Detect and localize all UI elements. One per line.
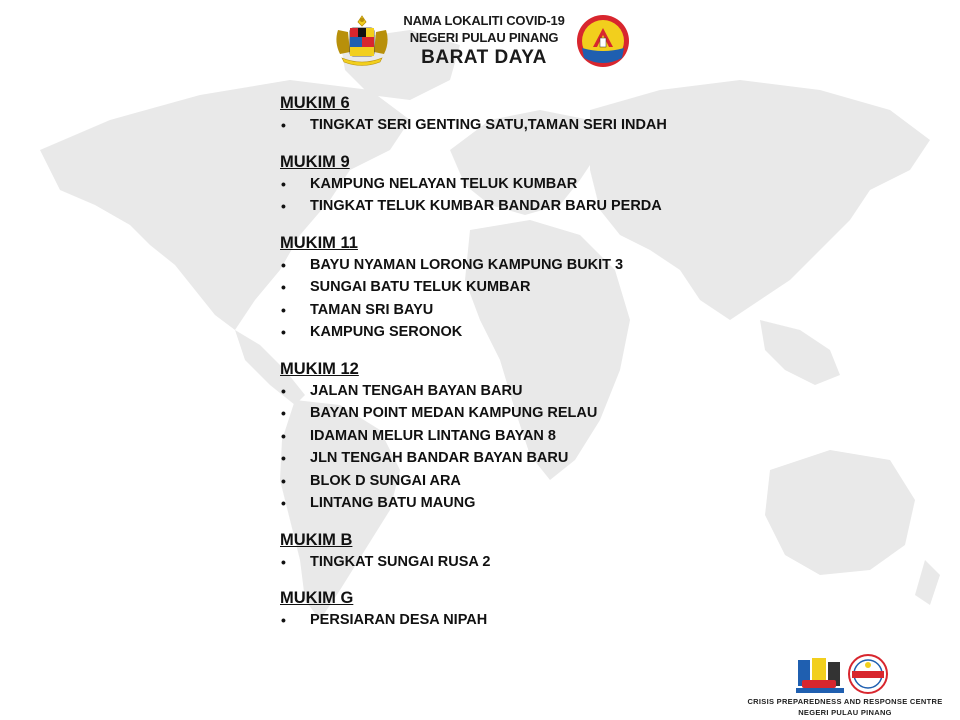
cprc-logo-icon [796, 654, 844, 694]
footer-org-name: CRISIS PREPAREDNESS AND RESPONSE CENTRE [747, 697, 943, 706]
locality-bullet-list [280, 254, 840, 344]
locality-list [280, 92, 840, 646]
footer [740, 652, 950, 720]
locality-item: • KAMPUNG NELAYAN TELUK KUMBAR [280, 173, 840, 196]
locality-bullet-list [280, 173, 840, 218]
locality-bullet-list [280, 114, 840, 137]
mukim-section [280, 358, 840, 515]
locality-bullet-list [280, 609, 840, 632]
header-title-block [398, 12, 570, 70]
locality-item: • JLN TENGAH BANDAR BAYAN BARU [280, 447, 840, 470]
locality-item: • TAMAN SRI BAYU [280, 299, 840, 322]
mukim-section [280, 92, 840, 137]
locality-item: • PERSIARAN DESA NIPAH [280, 609, 840, 632]
mukim-section [280, 529, 840, 574]
footer-state-name: NEGERI PULAU PINANG [798, 708, 892, 717]
award-badge-icon [848, 654, 888, 694]
header [0, 0, 960, 80]
mukim-heading: MUKIM 11 [280, 233, 358, 252]
locality-item: • TINGKAT SERI GENTING SATU,TAMAN SERI INDAH [280, 114, 840, 137]
locality-item: • BAYAN POINT MEDAN KAMPUNG RELAU [280, 402, 840, 425]
mukim-section [280, 232, 840, 344]
locality-item: • LINTANG BATU MAUNG [280, 492, 840, 515]
penang-state-emblem-icon [576, 14, 630, 68]
mukim-section [280, 151, 840, 218]
locality-item: • TINGKAT SUNGAI RUSA 2 [280, 551, 840, 574]
locality-bullet-list [280, 380, 840, 515]
locality-item: • SUNGAI BATU TELUK KUMBAR [280, 276, 840, 299]
mukim-heading: MUKIM 6 [280, 94, 350, 112]
malaysia-coat-of-arms-icon [330, 14, 394, 68]
mukim-heading: MUKIM 9 [280, 152, 350, 171]
locality-item: • BLOK D SUNGAI ARA [280, 470, 840, 493]
mukim-section [280, 587, 840, 632]
locality-item: • BAYU NYAMAN LORONG KAMPUNG BUKIT 3 [280, 254, 840, 277]
mukim-heading: MUKIM 12 [280, 359, 359, 378]
new-zealand-shape [915, 560, 940, 605]
locality-item: • TINGKAT TELUK KUMBAR BANDAR BARU PERDA [280, 195, 840, 218]
locality-item: • IDAMAN MELUR LINTANG BAYAN 8 [280, 425, 840, 448]
locality-item: • JALAN TENGAH BAYAN BARU [280, 380, 840, 403]
locality-bullet-list [280, 551, 840, 574]
header-title-line2: NEGERI PULAU PINANG [409, 30, 559, 45]
mukim-heading: MUKIM G [280, 589, 354, 607]
header-title-line1: NAMA LOKALITI COVID-19 [403, 13, 565, 28]
district-title: BARAT DAYA [421, 47, 547, 68]
locality-item: • KAMPUNG SERONOK [280, 321, 840, 344]
mukim-heading: MUKIM B [280, 530, 353, 549]
